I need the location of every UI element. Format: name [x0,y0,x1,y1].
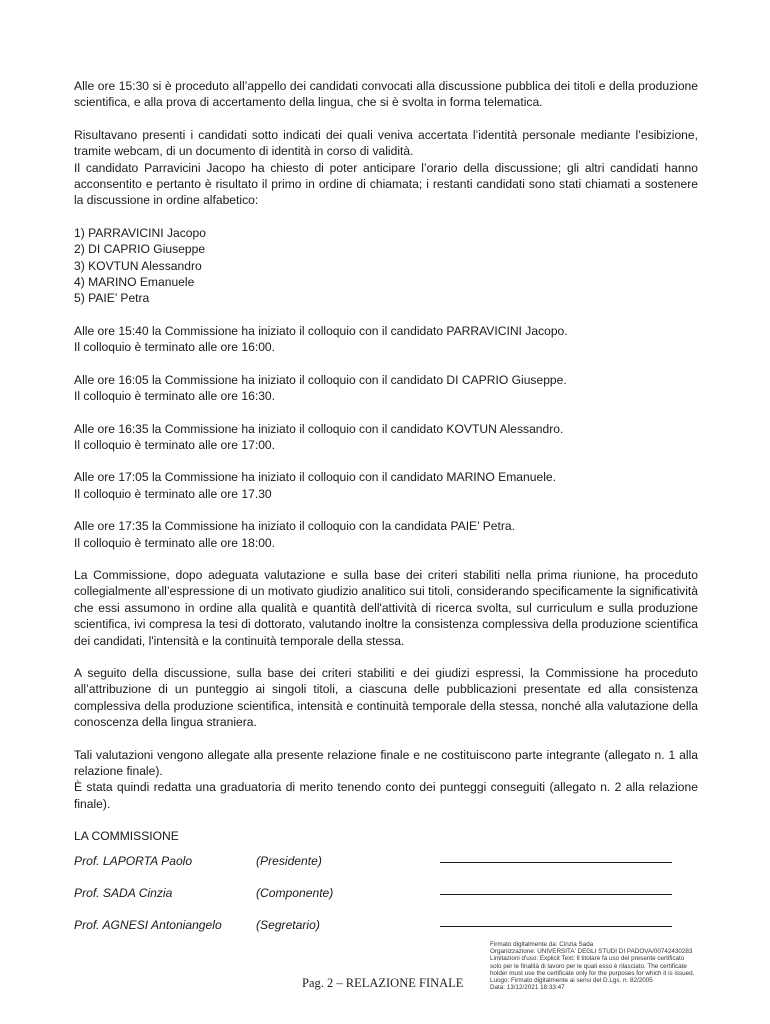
interview-end: Il colloquio è terminato alle ore 17.30 [74,486,272,501]
interview-block [74,421,698,454]
list-item: 1) PARRAVICINI Jacopo [74,225,206,240]
member-name: Prof. LAPORTA Paolo [74,853,193,868]
list-item: 4) MARINO Emanuele [74,275,195,290]
interview-start: Alle ore 16:05 la Commissione ha iniziato il colloquio con il candidato DI CAPRIO Giuseppe. [74,372,567,387]
commission-title: LA COMMISSIONE [74,829,179,844]
interview-start: Alle ore 17:05 la Commissione ha iniziato il colloquio con il candidato MARINO Emanuele. [74,470,556,485]
paragraph-order: Il candidato Parravicini Jacopo ha chiesto di poter anticipare l’orario della discussione; gli altri candidati hanno acconsentito e pertanto è risultato il primo in ordine di chiamata; i restanti candidati sono stati chiamati a sostenere la discussione in ordine alfabetico: [74,160,698,208]
member-role: (Presidente) [256,853,322,868]
signature-line [440,916,672,927]
digital-signature-stamp [490,941,752,991]
interview-end: Il colloquio è terminato alle ore 18:00. [74,535,276,550]
member-name: Prof. AGNESI Antoniangelo [74,917,222,932]
member-name: Prof. SADA Cinzia [74,885,173,900]
signature-line-text: solo per le finalità di lavoro per le quali esso è rilasciato. The certificate [490,962,687,970]
signature-line-text: Limitazioni d'uso: Explicit Text: Il titolare fa uso del presente certificato [490,955,685,963]
paragraph-roll-call: Alle ore 15:30 si è proceduto all’appello dei candidati convocati alla discussione pubblica dei titoli e della produzione scientifica, e alla prova di accertamento della lingua, che si è svolta in forma telematica. [74,79,698,110]
document-body [74,78,698,949]
signature-line [440,852,672,863]
member-role: (Segretario) [256,917,320,932]
paragraph-attachments: Tali valutazioni vengono allegate alla presente relazione finale e ne costituiscono parte integrante (allegato n. 1 alla relazione finale). [74,747,698,778]
member-role: (Componente) [256,885,334,900]
list-item: 3) KOVTUN Alessandro [74,258,202,273]
interview-end: Il colloquio è terminato alle ore 16:00. [74,340,276,355]
page-footer: Pag. 2 – RELAZIONE FINALE [302,976,464,990]
signature-line-text: Data: 13/12/2021 18:33:47 [490,984,565,992]
interview-block [74,372,698,405]
interview-start: Alle ore 15:40 la Commissione ha iniziato il colloquio con il candidato PARRAVICINI Jacopo. [74,323,568,338]
interview-end: Il colloquio è terminato alle ore 17:00. [74,437,276,452]
interview-start: Alle ore 16:35 la Commissione ha iniziato il colloquio con il candidato KOVTUN Alessandro. [74,421,564,436]
interview-start: Alle ore 17:35 la Commissione ha iniziato il colloquio con la candidata PAIE’ Petra. [74,519,515,534]
signature-line-text: Organizzazione: UNIVERSITA' DEGLI STUDI DI PADOVA/00742430283 [490,948,693,956]
interview-end: Il colloquio è terminato alle ore 16:30. [74,389,276,404]
signature-line-text: Firmato digitalmente da: Cinzia Sada [490,941,594,948]
list-item: 2) DI CAPRIO Giuseppe [74,242,206,257]
signature-line-text: Luogo: Firmato digitalmente ai sensi del D.Lgs. n. 82/2005 [490,977,653,985]
paragraph-evaluation: La Commissione, dopo adeguata valutazione e sulla base dei criteri stabiliti nella prima riunione, ha proceduto collegialmente all’espressione di un motivato giudizio analitico sui titoli, considerando specificamente la significatività che essi assumono in ordine alla qualità e quantità dell'attività di ricerca svolta, sul curriculum e sulla produzione scientifica, ivi compresa la tesi di dottorato, valutando inoltre la consistenza complessiva della produzione scientifica dei candidati, l'intensità e la continuità temporale della stessa. [74,567,698,648]
interview-block [74,469,698,502]
paragraph-identity: Risultavano presenti i candidati sotto indicati dei quali veniva accertata l’identità personale mediante l’esibizione, tramite webcam, di un documento di identità in corso di validità. [74,127,698,159]
paragraph-ranking: È stata quindi redatta una graduatoria di merito tenendo conto dei punteggi conseguiti (allegato n. 2 alla relazione finale). [74,780,698,811]
list-item: 5) PAIE’ Petra [74,291,150,306]
interview-block [74,518,698,551]
interview-block [74,323,698,356]
member-row [74,853,698,885]
candidate-list [74,225,698,307]
member-row [74,885,698,917]
signature-line [440,884,672,895]
signature-line-text: holder must use the certificate only for the purposes for which it is issued. [490,969,695,977]
paragraph-scoring: A seguito della discussione, sulla base dei criteri stabiliti e dei giudizi espressi, la Commissione ha proceduto all’attribuzione di un punteggio ai singoli titoli, a ciascuna delle pubblicazioni presentate ed alla consistenza complessiva della produzione scientifica, intensità e continuità temporale della stessa, nonché alla valutazione della conoscenza della lingua straniera. [74,665,698,730]
